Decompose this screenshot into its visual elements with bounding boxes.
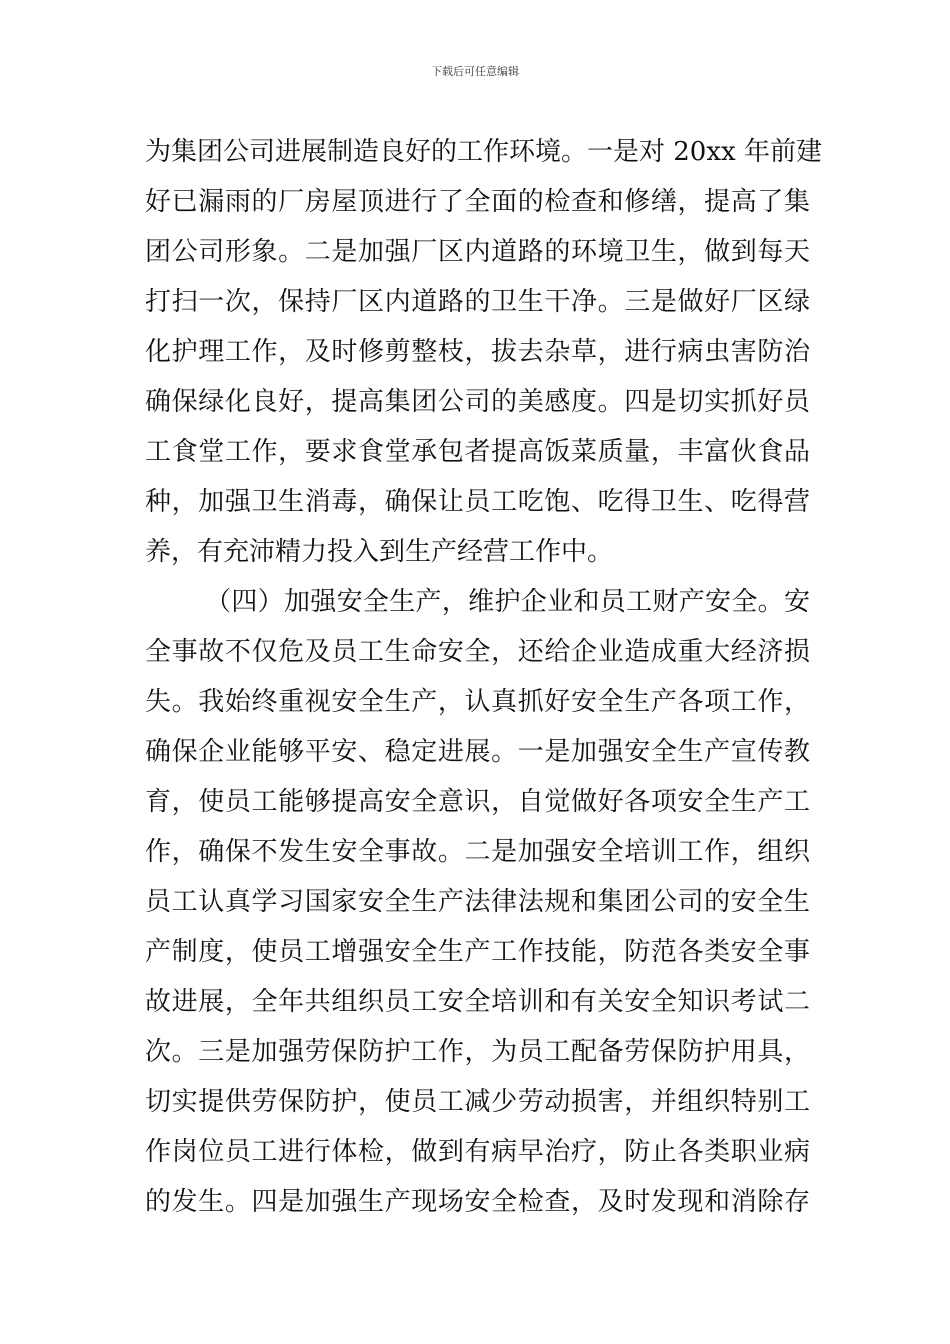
- text-line: 全事故不仅危及员工生命安全，还给企业造成重大经济损: [145, 637, 810, 667]
- text-line: （四）加强安全生产，维护企业和员工财产安全。安: [205, 587, 810, 617]
- paragraph-2: [145, 577, 810, 1227]
- text-line: 打扫一次，保持厂区内道路的卫生干净。三是做好厂区绿: [145, 287, 810, 317]
- text-line: 种，加强卫生消毒，确保让员工吃饱、吃得卫生、吃得营: [145, 487, 810, 517]
- text-line: 好已漏雨的厂房屋顶进行了全面的检查和修缮，提高了集: [145, 187, 810, 217]
- text-line: 故进展，全年共组织员工安全培训和有关安全知识考试二: [145, 987, 810, 1017]
- text-line: 切实提供劳保防护，使员工减少劳动损害，并组织特别工: [145, 1087, 810, 1117]
- text-line: 化护理工作，及时修剪整枝，拔去杂草，进行病虫害防治: [145, 337, 810, 367]
- text-line: 确保绿化良好，提高集团公司的美感度。四是切实抓好员: [145, 387, 810, 417]
- text-line: 作岗位员工进行体检，做到有病早治疗，防止各类职业病: [145, 1137, 810, 1167]
- text-line: 的发生。四是加强生产现场安全检查，及时发现和消除存: [145, 1187, 810, 1217]
- paragraph-1: [145, 127, 822, 577]
- text-line: 员工认真学习国家安全生产法律法规和集团公司的安全生: [145, 887, 810, 917]
- text-line: 次。三是加强劳保防护工作，为员工配备劳保防护用具，: [145, 1037, 810, 1067]
- page-header: 下载后可任意编辑: [431, 65, 519, 78]
- document-body: [145, 127, 822, 1227]
- text-line: 确保企业能够平安、稳定进展。一是加强安全生产宣传教: [145, 737, 810, 767]
- text-line: 失。我始终重视安全生产，认真抓好安全生产各项工作，: [145, 687, 810, 717]
- text-line: 团公司形象。二是加强厂区内道路的环境卫生，做到每天: [145, 237, 810, 267]
- text-line: 养，有充沛精力投入到生产经营工作中。: [145, 537, 614, 567]
- text-line: 育，使员工能够提高安全意识，自觉做好各项安全生产工: [145, 787, 810, 817]
- text-line: 为集团公司进展制造良好的工作环境。一是对 20xx 年前建: [145, 137, 822, 167]
- text-line: 产制度，使员工增强安全生产工作技能，防范各类安全事: [145, 937, 810, 967]
- text-line: 工食堂工作，要求食堂承包者提高饭菜质量，丰富伙食品: [145, 437, 810, 467]
- text-line: 作，确保不发生安全事故。二是加强安全培训工作，组织: [145, 837, 810, 867]
